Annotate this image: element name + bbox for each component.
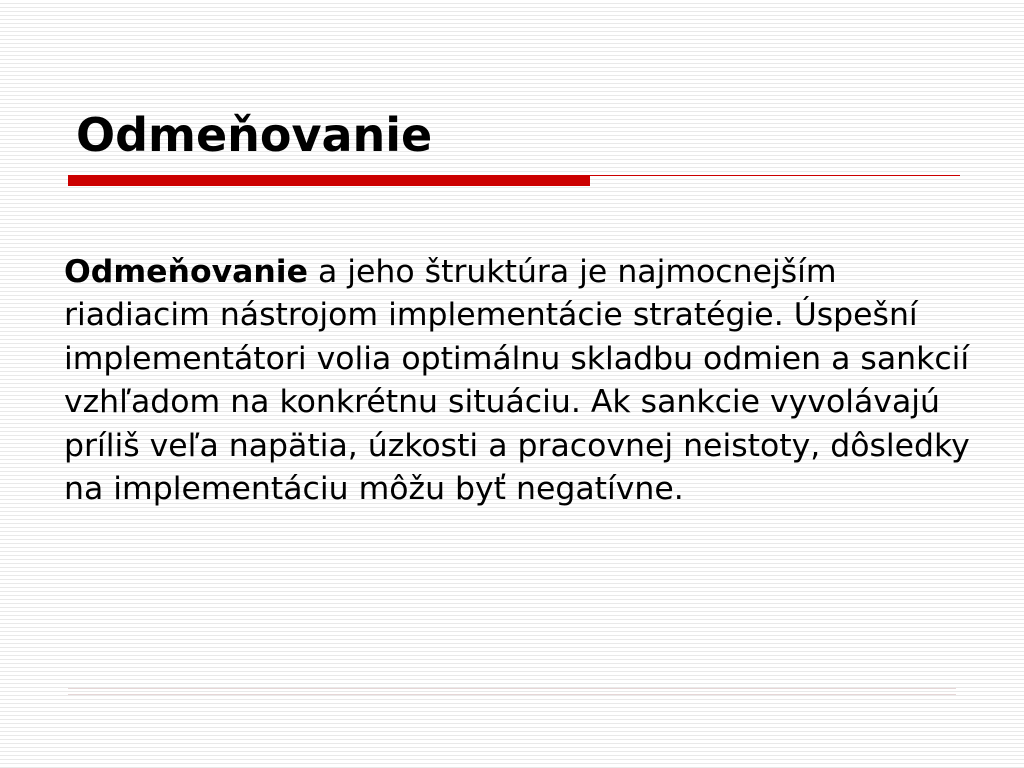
title-underline-accent bbox=[68, 175, 590, 186]
body-text: a jeho štruktúra je najmocnejším riadiacim nástrojom implementácie stratégie. Úspešní implementátori volia optimálnu skladbu odmien a sankcií vzhľadom na konkrétnu situáciu. Ak sankcie vyvolávajú príliš veľa napätia, úzkosti a pracovnej neistoty, dôsledky na implementáciu môžu byť negatívne. bbox=[64, 254, 970, 508]
footer-divider-upper bbox=[68, 688, 956, 689]
footer-divider-lower bbox=[68, 694, 956, 695]
body-bold-term: Odmeňovanie bbox=[64, 254, 308, 290]
slide-title: Odmeňovanie bbox=[76, 108, 433, 162]
title-underline-thin bbox=[590, 175, 960, 176]
body-paragraph bbox=[64, 251, 984, 511]
